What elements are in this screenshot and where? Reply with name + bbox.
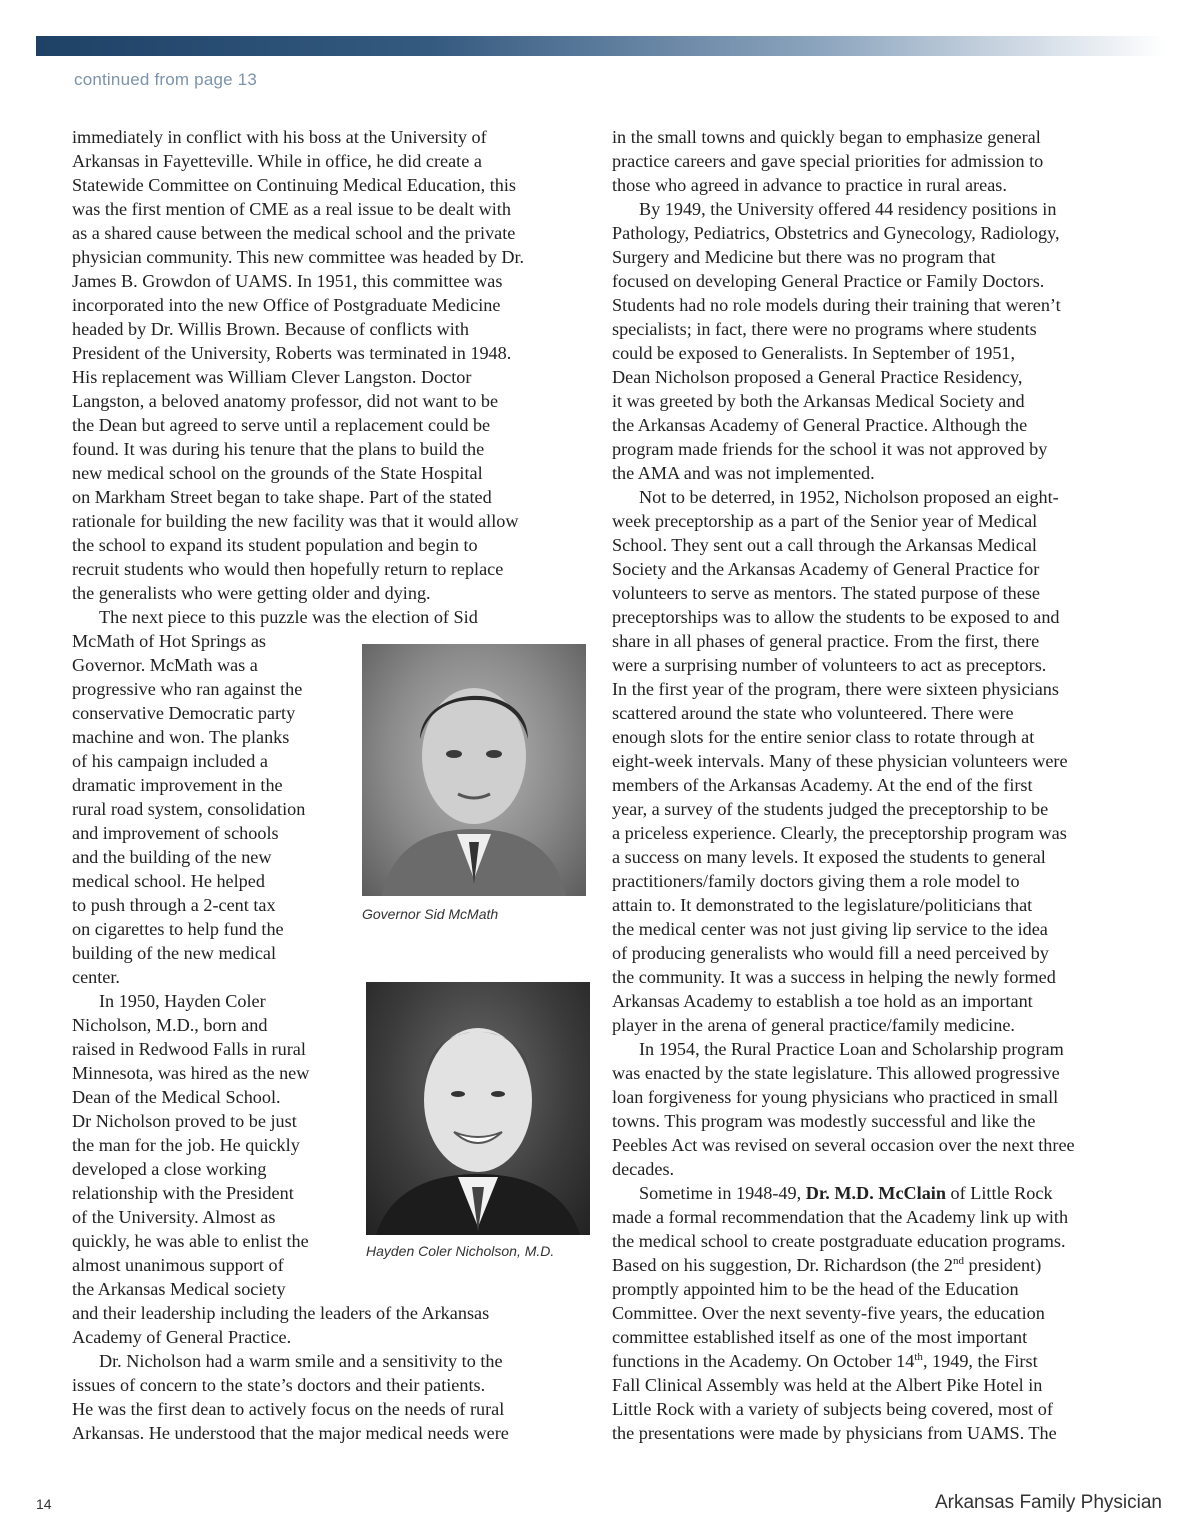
text-span: of Little Rock (945, 1183, 1053, 1203)
text-line: those who agreed in advance to practice in rural areas. (612, 175, 1007, 195)
text-line: practice careers and gave special priorities for admission to (612, 151, 1044, 171)
text-line: machine and won. The planks (72, 727, 290, 747)
text-line: to push through a 2-cent tax (72, 895, 276, 915)
text-line: the medical center was not just giving lip service to the idea (612, 919, 1048, 939)
superscript: nd (952, 1254, 964, 1267)
right-paragraph-5 (612, 1181, 1136, 1445)
left-paragraph-1 (72, 125, 592, 605)
text-line: quickly, he was able to enlist the (72, 1231, 309, 1251)
text-line: decades. (612, 1159, 675, 1179)
text-line: it was greeted by both the Arkansas Medical Society and (612, 391, 1025, 411)
text-line: specialists; in fact, there were no programs where students (612, 319, 1037, 339)
text-line: in the small towns and quickly began to emphasize general (612, 127, 1041, 147)
text-line: building of the new medical (72, 943, 277, 963)
text-line: Dean of the Medical School. (72, 1087, 281, 1107)
right-paragraph-4 (612, 1037, 1136, 1181)
text-line: on cigarettes to help fund the (72, 919, 284, 939)
text-line: of his campaign included a (72, 751, 268, 771)
photo-sid-mcmath (362, 644, 586, 896)
text-line: rationale for building the new facility was that it would allow (72, 511, 519, 531)
text-line: headed by Dr. Willis Brown. Because of conflicts with (72, 319, 469, 339)
text-line: almost unanimous support of (72, 1255, 284, 1275)
text-line: In 1950, Hayden Coler (99, 991, 266, 1011)
text-line: relationship with the President (72, 1183, 294, 1203)
bold-name: Dr. M.D. McClain (805, 1183, 946, 1203)
right-paragraph-2 (612, 197, 1136, 485)
text-line: He was the first dean to actively focus on the needs of rural (72, 1399, 505, 1419)
text-line: President of the University, Roberts was terminated in 1948. (72, 343, 512, 363)
text-line: attain to. It demonstrated to the legislature/politicians that (612, 895, 1033, 915)
text-line: committee established itself as one of the most important (612, 1327, 1028, 1347)
text-line: volunteers to serve as mentors. The stated purpose of these (612, 583, 1040, 603)
text-line: towns. This program was modestly successful and like the (612, 1111, 1036, 1131)
text-line: His replacement was William Clever Langston. Doctor (72, 367, 472, 387)
text-line: Pathology, Pediatrics, Obstetrics and Gynecology, Radiology, (612, 223, 1060, 243)
text-line: Peebles Act was revised on several occasion over the next three (612, 1135, 1075, 1155)
text-line: recruit students who would then hopefully return to replace (72, 559, 504, 579)
text-line: of producing generalists who would fill a need perceived by (612, 943, 1049, 963)
text-line: incorporated into the new Office of Postgraduate Medicine (72, 295, 501, 315)
text-line: Minnesota, was hired as the new (72, 1063, 310, 1083)
text-line: progressive who ran against the (72, 679, 303, 699)
text-line: was enacted by the state legislature. This allowed progressive (612, 1063, 1060, 1083)
text-line: Langston, a beloved anatomy professor, did not want to be (72, 391, 499, 411)
continued-note: continued from page 13 (74, 70, 258, 89)
publication-name: Arkansas Family Physician (934, 1492, 1162, 1513)
text-line: the school to expand its student population and begin to (72, 535, 478, 555)
text-line: School. They sent out a call through the Arkansas Medical (612, 535, 1037, 555)
text-span: Sometime in 1948-49, (639, 1183, 806, 1203)
text-line: practitioners/family doctors giving them a role model to (612, 871, 1020, 891)
text-line: the community. It was a success in helping the newly formed (612, 967, 1056, 987)
text-line: In the first year of the program, there were sixteen physicians (612, 679, 1059, 699)
text-line: made a formal recommendation that the Academy link up with (612, 1207, 1069, 1227)
text-line (612, 1181, 1136, 1205)
text-line: Arkansas. He understood that the major medical needs were (72, 1423, 509, 1443)
text-line: and improvement of schools (72, 823, 279, 843)
superscript: th (914, 1350, 923, 1363)
page-number: 14 (36, 1496, 52, 1512)
text-line: Dean Nicholson proposed a General Practice Residency, (612, 367, 1023, 387)
text-span: functions in the Academy. On October 14 (612, 1351, 915, 1371)
text-line: raised in Redwood Falls in rural (72, 1039, 306, 1059)
text-line: Arkansas in Fayetteville. While in office, he did create a (72, 151, 482, 171)
text-line: Academy of General Practice. (72, 1327, 292, 1347)
text-line: the generalists who were getting older and dying. (72, 583, 431, 603)
header-color-bar (36, 36, 1166, 56)
text-line: Surgery and Medicine but there was no program that (612, 247, 996, 267)
text-line: the AMA and was not implemented. (612, 463, 875, 483)
text-line: could be exposed to Generalists. In September of 1951, (612, 343, 1016, 363)
text-line: scattered around the state who volunteered. There were (612, 703, 1014, 723)
left-paragraph-4 (72, 1349, 592, 1445)
text-line: program made friends for the school it was not approved by (612, 439, 1048, 459)
text-line: physician community. This new committee was headed by Dr. (72, 247, 525, 267)
text-line (612, 1349, 1136, 1373)
text-line: Committee. Over the next seventy-five years, the education (612, 1303, 1045, 1323)
text-line: was the first mention of CME as a real issue to be dealt with (72, 199, 511, 219)
text-line: Arkansas Academy to establish a toe hold as an important (612, 991, 1033, 1011)
text-line: rural road system, consolidation (72, 799, 306, 819)
text-line: on Markham Street began to take shape. Part of the stated (72, 487, 492, 507)
text-line: James B. Growdon of UAMS. In 1951, this committee was (72, 271, 503, 291)
text-line: the Arkansas Academy of General Practice. Although the (612, 415, 1028, 435)
text-line: and the building of the new (72, 847, 272, 867)
right-paragraph-1 (612, 125, 1136, 197)
portrait-mcmath-illustration (362, 644, 586, 896)
text-line: found. It was during his tenure that the plans to build the (72, 439, 485, 459)
text-line: issues of concern to the state’s doctors and their patients. (72, 1375, 486, 1395)
portrait-nicholson-illustration (366, 982, 590, 1235)
text-line: were a surprising number of volunteers to act as preceptors. (612, 655, 1047, 675)
text-span: Based on his suggestion, Dr. Richardson (the 2 (612, 1255, 953, 1275)
text-line: medical school. He helped (72, 871, 265, 891)
text-line: immediately in conflict with his boss at the University of (72, 127, 487, 147)
text-line: and their leadership including the leaders of the Arkansas (72, 1303, 490, 1323)
text-line: The next piece to this puzzle was the election of Sid (99, 607, 478, 627)
caption-mcmath: Governor Sid McMath (362, 906, 499, 922)
text-line: week preceptorship as a part of the Senior year of Medical (612, 511, 1038, 531)
text-line: new medical school on the grounds of the State Hospital (72, 463, 483, 483)
text-line: the medical school to create postgraduate education programs. (612, 1231, 1066, 1251)
text-line: eight-week intervals. Many of these physician volunteers were (612, 751, 1068, 771)
text-line: Dr. Nicholson had a warm smile and a sensitivity to the (99, 1351, 503, 1371)
text-line: a priceless experience. Clearly, the preceptorship program was (612, 823, 1067, 843)
right-column (612, 125, 1136, 1445)
text-line: dramatic improvement in the (72, 775, 283, 795)
text-line: Society and the Arkansas Academy of General Practice for (612, 559, 1040, 579)
text-line: members of the Arkansas Academy. At the end of the first (612, 775, 1033, 795)
right-paragraph-3 (612, 485, 1136, 1037)
text-line: the Dean but agreed to serve until a replacement could be (72, 415, 491, 435)
text-line: the Arkansas Medical society (72, 1279, 286, 1299)
text-line: Not to be deterred, in 1952, Nicholson proposed an eight- (639, 487, 1059, 507)
text-line: Statewide Committee on Continuing Medical Education, this (72, 175, 517, 195)
text-line: promptly appointed him to be the head of the Education (612, 1279, 1019, 1299)
text-line: In 1954, the Rural Practice Loan and Scholarship program (639, 1039, 1064, 1059)
text-span: president) (963, 1255, 1042, 1275)
text-line: developed a close working (72, 1159, 267, 1179)
text-line: Dr Nicholson proved to be just (72, 1111, 297, 1131)
text-line: McMath of Hot Springs as (72, 631, 266, 651)
text-line: share in all phases of general practice. From the first, there (612, 631, 1040, 651)
text-line (612, 1253, 1136, 1277)
text-line: the man for the job. He quickly (72, 1135, 300, 1155)
text-line: of the University. Almost as (72, 1207, 276, 1227)
text-span: , 1949, the First (922, 1351, 1038, 1371)
text-line: a success on many levels. It exposed the students to general (612, 847, 1046, 867)
text-line: Nicholson, M.D., born and (72, 1015, 268, 1035)
text-line: Students had no role models during their training that weren’t (612, 295, 1061, 315)
text-line: conservative Democratic party (72, 703, 296, 723)
text-line: enough slots for the entire senior class to rotate through at (612, 727, 1035, 747)
text-line: preceptorships was to allow the students to be exposed to and (612, 607, 1060, 627)
text-line: Little Rock with a variety of subjects being covered, most of (612, 1399, 1053, 1419)
text-line: as a shared cause between the medical school and the private (72, 223, 516, 243)
text-line: loan forgiveness for young physicians who practiced in small (612, 1087, 1059, 1107)
text-line: the presentations were made by physicians from UAMS. The (612, 1423, 1057, 1443)
text-line: year, a survey of the students judged the preceptorship to be (612, 799, 1049, 819)
photo-hayden-nicholson (366, 982, 590, 1235)
text-line: Fall Clinical Assembly was held at the Albert Pike Hotel in (612, 1375, 1043, 1395)
text-line: Governor. McMath was a (72, 655, 258, 675)
text-line: By 1949, the University offered 44 residency positions in (639, 199, 1057, 219)
text-line: center. (72, 967, 120, 987)
text-line: focused on developing General Practice or Family Doctors. (612, 271, 1045, 291)
text-line: player in the arena of general practice/family medicine. (612, 1015, 1015, 1035)
caption-nicholson: Hayden Coler Nicholson, M.D. (366, 1243, 555, 1259)
